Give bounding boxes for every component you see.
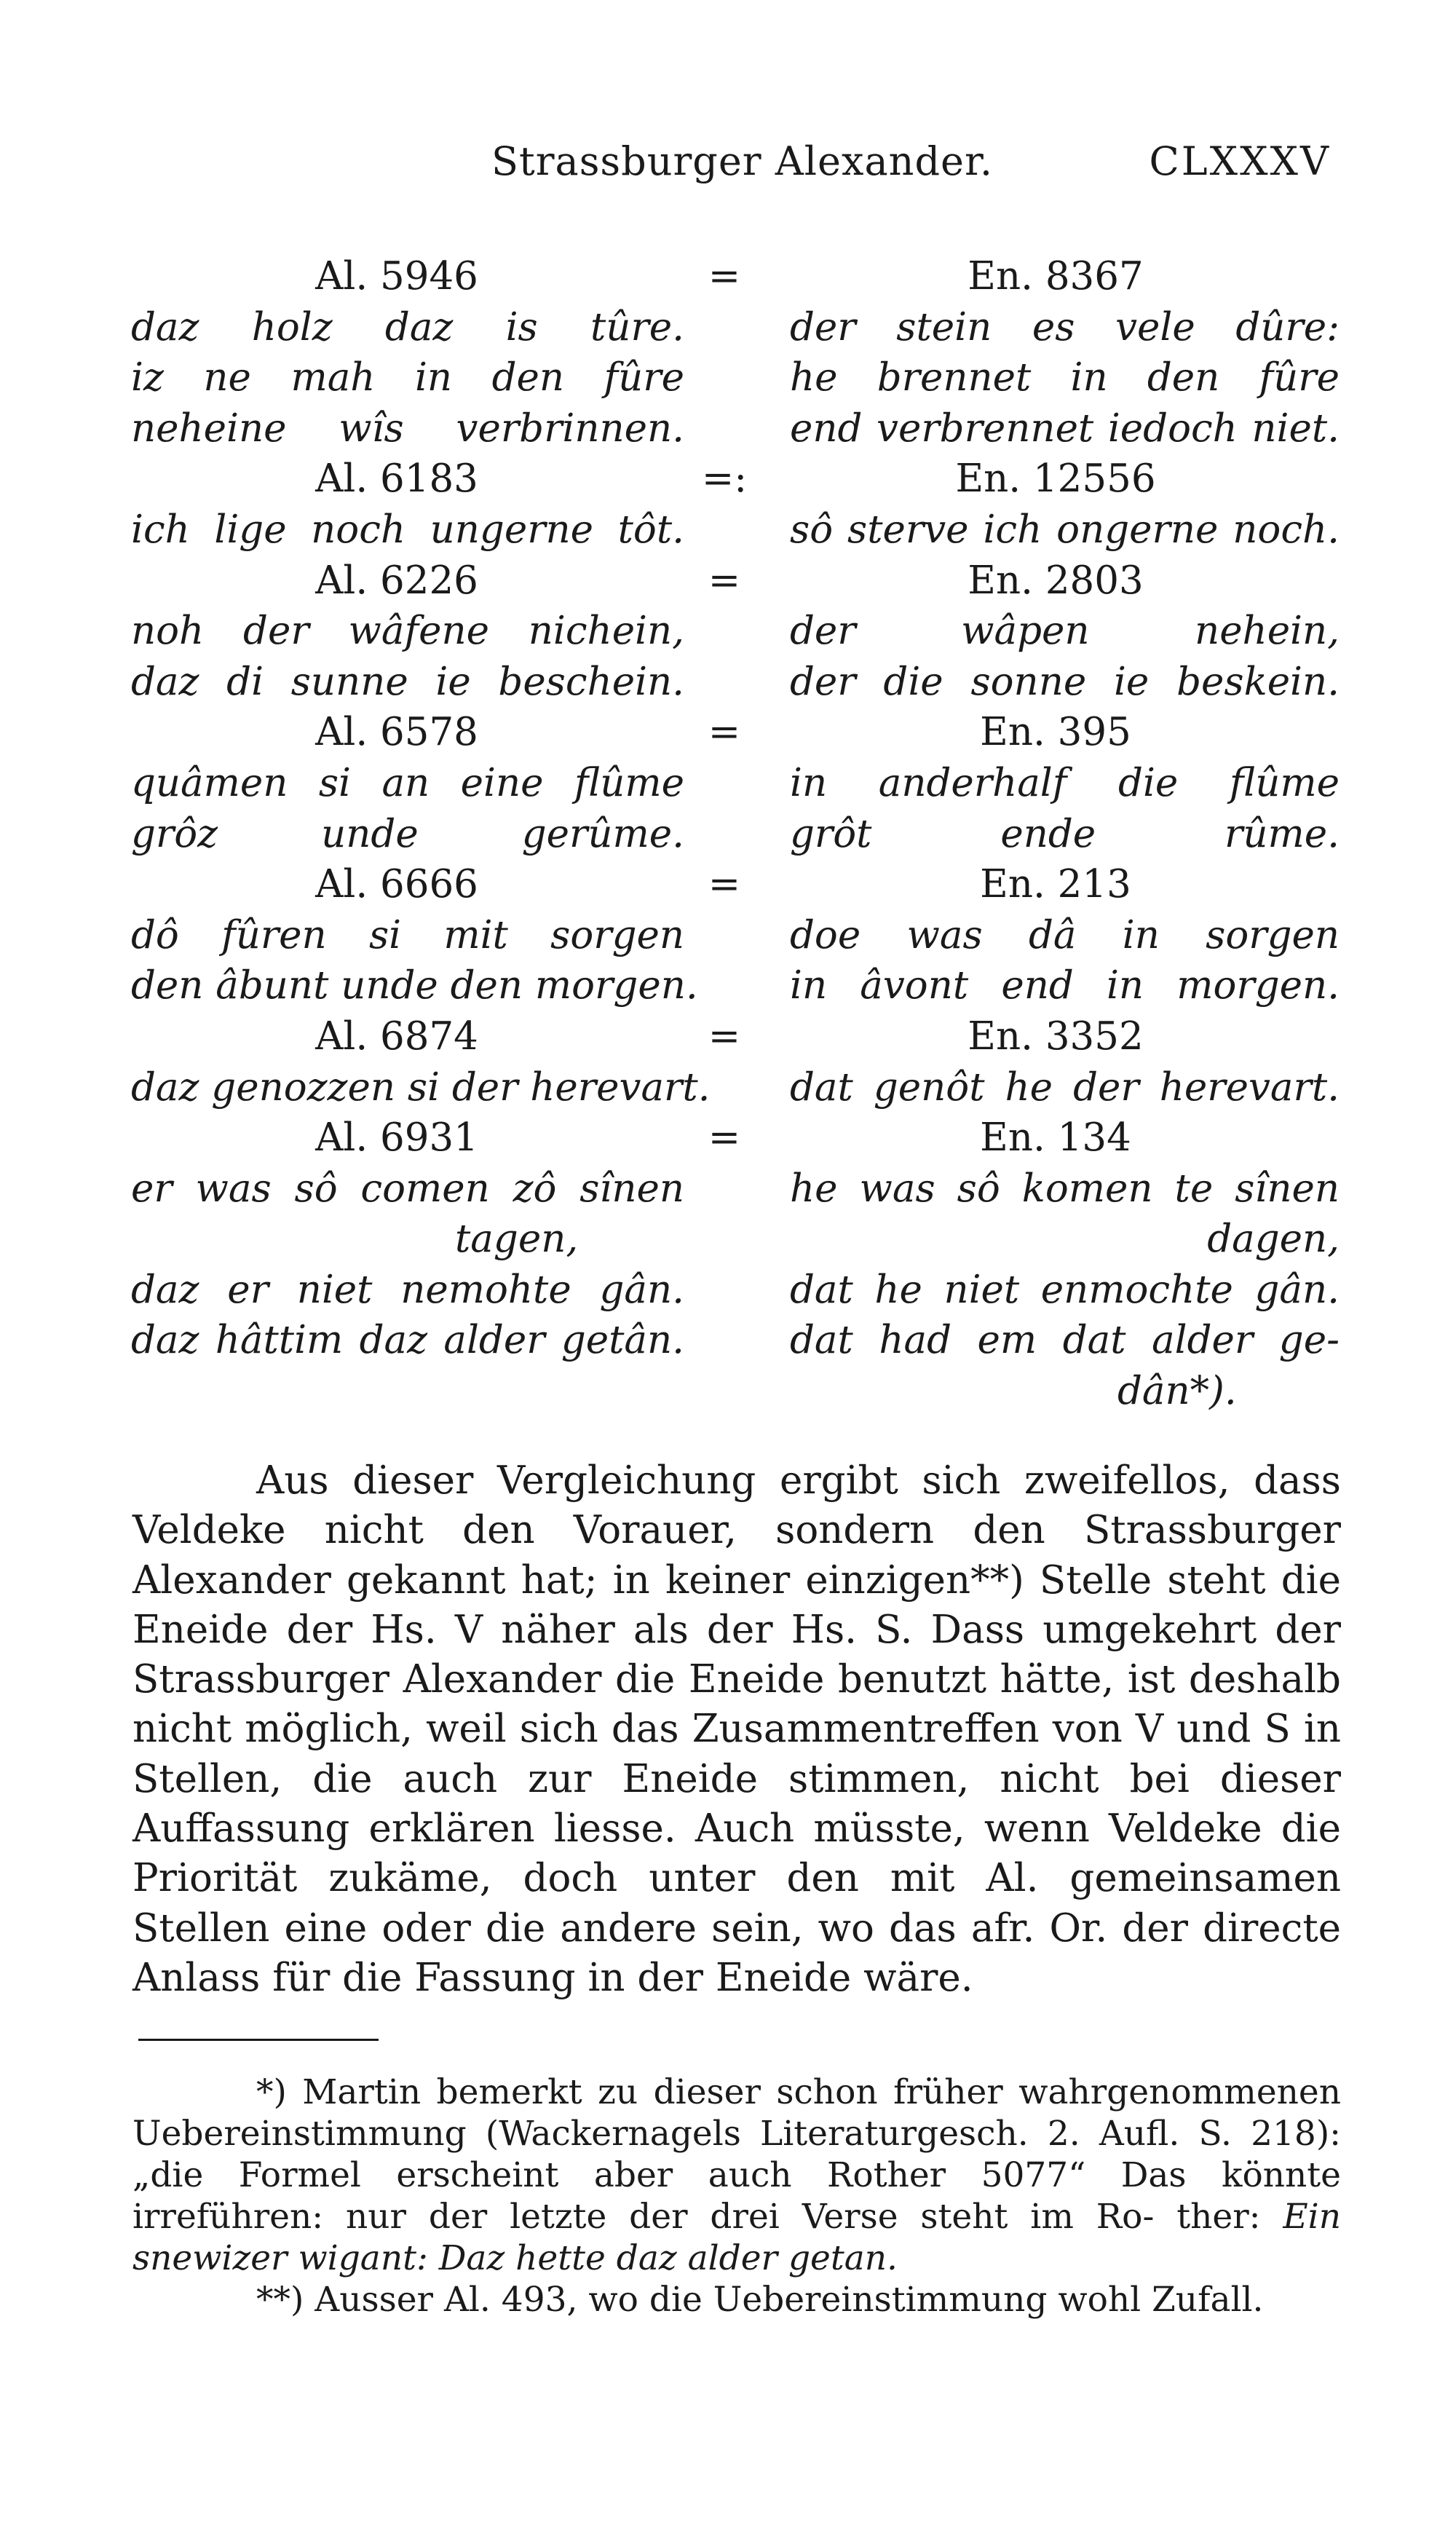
verse-row [0, 657, 1456, 708]
eneide-verse: dagen, [1207, 1217, 1340, 1262]
footnotes [132, 2071, 1341, 2320]
eneide-verse: doe was dâ in sorgen [790, 912, 1340, 957]
running-title: Strassburger Alexander. [491, 138, 994, 184]
eneide-verse: dat had em dat alder ge- [790, 1318, 1340, 1363]
alexander-verse: quâmen si an eine flûme [131, 760, 684, 805]
eneide-reference: En. 8367 [968, 254, 1144, 299]
verse-row [0, 302, 1456, 353]
eneide-verse: in âvont end in morgen. [790, 963, 1340, 1008]
verse-row [0, 1062, 1456, 1113]
reference-row [0, 454, 1456, 505]
body-paragraph [132, 1456, 1341, 2003]
eneide-verse: he was sô komen te sînen [790, 1166, 1340, 1211]
alexander-reference: Al. 6226 [315, 558, 478, 603]
alexander-verse: ich lige noch ungerne tôt. [131, 507, 684, 552]
reference-row [0, 707, 1456, 758]
equals-sign: = [708, 1014, 741, 1059]
verse-row [0, 1315, 1456, 1366]
alexander-verse: neheine wîs verbrinnen. [131, 406, 684, 451]
equals-sign: = [708, 254, 741, 299]
alexander-verse: dô fûren si mit sorgen [131, 912, 684, 957]
alexander-verse: daz holz daz is tûre. [131, 304, 684, 349]
eneide-verse: dat he niet enmochte gân. [790, 1267, 1340, 1312]
equals-sign: = [708, 1115, 741, 1161]
alexander-reference: Al. 6931 [315, 1115, 478, 1161]
eneide-verse: he brennet in den fûre [790, 355, 1340, 400]
alexander-verse: daz er niet nemohte gân. [131, 1267, 684, 1312]
alexander-reference: Al. 6183 [315, 457, 478, 502]
alexander-verse: daz hâttim daz alder getân. [131, 1318, 684, 1363]
paragraph-text: Aus dieser Vergleichung ergibt sich zweifellos, dass Veldeke nicht den Vorauer, sondern den Strassburger Alexander gekannt hat; in keiner einzigen**) Stelle steht die Eneide der Hs. V näher als der Hs. S. Dass umgekehrt der Strassburger Alexander die Eneide benutzt hätte, ist deshalb nicht möglich, weil sich das Zusammentreffen von V und S in Stellen, die auch zur Eneide stimmen, nicht bei dieser Auffassung erklären liesse. Auch müsste, wenn Veldeke die Priorität zukäme, doch unter den mit Al. gemeinsamen Stellen eine oder die andere sein, wo das afr. Or. der directe Anlass für die Fassung in der Eneide wäre. [132, 1458, 1341, 2000]
alexander-reference: Al. 6578 [315, 710, 478, 755]
eneide-verse: der die sonne ie beskein. [790, 659, 1340, 704]
eneide-verse: in anderhalf die flûme [790, 760, 1340, 805]
verse-row [0, 960, 1456, 1011]
verse-row [0, 1164, 1456, 1214]
reference-row [0, 1113, 1456, 1164]
footnote-1-last-prefix: ther: [1176, 2197, 1283, 2237]
verse-row [0, 758, 1456, 809]
equals-sign: = [708, 558, 741, 603]
alexander-verse: grôz unde gerûme. [131, 811, 684, 856]
verse-row [0, 1265, 1456, 1316]
eneide-reference: En. 3352 [968, 1014, 1144, 1059]
verse-row [0, 606, 1456, 657]
verse-row [0, 352, 1456, 403]
running-header [0, 138, 1456, 197]
alexander-verse: tagen, [455, 1217, 579, 1262]
reference-row [0, 251, 1456, 302]
eneide-reference: En. 395 [980, 710, 1131, 755]
eneide-verse: dat genôt he der herevart. [790, 1064, 1340, 1110]
verse-row [0, 403, 1456, 454]
alexander-verse: daz di sunne ie beschein. [131, 659, 684, 704]
eneide-reference: En. 12556 [955, 457, 1156, 502]
footnote-1-quote: Ein snewizer wigant: Daz hette daz alder getan. [132, 2197, 1341, 2278]
verse-row [0, 505, 1456, 556]
equals-sign: =: [701, 457, 748, 502]
eneide-reference: En. 213 [980, 862, 1131, 907]
verse-row [0, 1366, 1456, 1417]
eneide-reference: En. 2803 [968, 558, 1144, 603]
verse-comparison [0, 251, 1456, 1417]
verse-row [0, 910, 1456, 961]
alexander-verse: iz ne mah in den fûre [131, 355, 684, 400]
alexander-verse: noh der wâfene nichein, [131, 609, 684, 654]
alexander-verse: den âbunt unde den morgen. [131, 963, 698, 1008]
footnote-2: **) Ausser Al. 493, wo die Uebereinstimmung wohl Zufall. [256, 2280, 1264, 2320]
footnote-1 [132, 2071, 1341, 2279]
equals-sign: = [708, 710, 741, 755]
verse-row [0, 809, 1456, 860]
page-number: CLXXXV [1149, 138, 1331, 184]
reference-row [0, 556, 1456, 607]
footnote-1-text: *) Martin bemerkt zu dieser schon früher wahrgenommenen Uebereinstimmung (Wackernagels Literaturgesch. 2. Aufl. S. 218): „die Formel erscheint aber auch Rother 5077“ Das könnte irreführen: nur der letzte der drei Verse steht im Ro- [132, 2072, 1341, 2237]
eneide-verse: end verbrennet iedoch niet. [790, 406, 1340, 451]
alexander-reference: Al. 5946 [315, 254, 478, 299]
alexander-reference: Al. 6666 [315, 862, 478, 907]
reference-row [0, 859, 1456, 910]
alexander-reference: Al. 6874 [315, 1014, 478, 1059]
eneide-verse: der stein es vele dûre: [790, 304, 1340, 349]
alexander-verse: daz genozzen si der herevart. [131, 1064, 711, 1110]
reference-row [0, 1011, 1456, 1062]
eneide-verse: dân*). [1117, 1369, 1237, 1414]
verse-row [0, 1214, 1456, 1265]
footnote-rule [138, 2039, 379, 2041]
eneide-reference: En. 134 [980, 1115, 1131, 1161]
eneide-verse: sô sterve ich ongerne noch. [790, 507, 1340, 552]
eneide-verse: der wâpen nehein, [790, 609, 1340, 654]
eneide-verse: grôt ende rûme. [790, 811, 1340, 856]
equals-sign: = [708, 862, 741, 907]
alexander-verse: er was sô comen zô sînen [131, 1166, 684, 1211]
